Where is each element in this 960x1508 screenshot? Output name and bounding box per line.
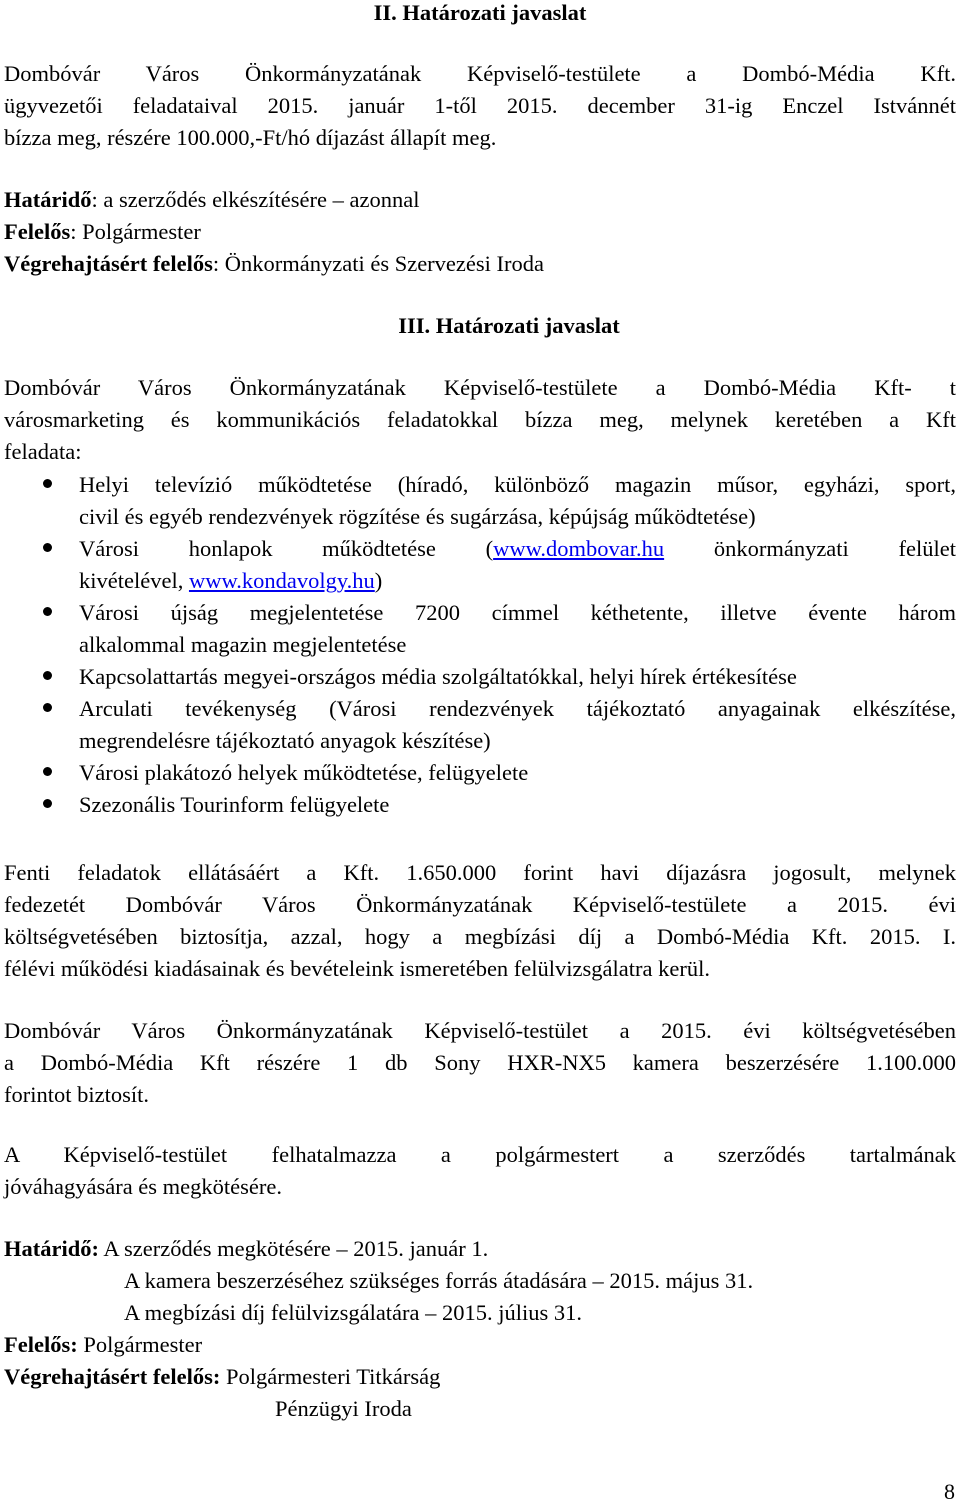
- deadline-line: A megbízási díj felülvizsgálatára – 2015. július 31.: [124, 1300, 583, 1325]
- section3-responsibilities: [4, 1233, 956, 1425]
- task-list: [4, 469, 956, 821]
- list-item: [4, 757, 956, 789]
- executor-text: Polgármesteri Titkárság: [220, 1364, 441, 1389]
- text-line: fedezetét Dombóvár Város Önkormányzatának Képviselő-testülete a 2015. évi: [4, 892, 956, 917]
- bullet-icon: [43, 661, 55, 693]
- executor-line: [4, 248, 956, 280]
- text-line: alkalommal magazin megjelentetése: [79, 632, 407, 657]
- text-line: Városi plakátozó helyek működtetése, felügyelete: [79, 760, 529, 785]
- bullet-icon: [43, 789, 55, 821]
- list-item: [4, 533, 956, 597]
- deadline-line: [4, 1233, 956, 1265]
- text-span: ): [374, 568, 383, 593]
- text-line: feladata:: [4, 439, 82, 464]
- executor-text: : Önkormányzati és Szervezési Iroda: [212, 251, 544, 276]
- text-line: Fenti feladatok ellátásáért a Kft. 1.650.000 forint havi díjazásra jogosult, melynek: [4, 860, 956, 885]
- bullet-icon: [43, 469, 55, 501]
- responsible-label: Felelős: [4, 219, 71, 244]
- text-line: Dombóvár Város Önkormányzatának Képviselő-testület a 2015. évi költségvetésében: [4, 1018, 956, 1043]
- text-line: ügyvezetői feladataival 2015. január 1-től 2015. december 31-ig Enczel Istvánnét: [4, 93, 956, 118]
- deadline-label: Határidő: [4, 187, 92, 212]
- executor-label: Végrehajtásért felelős: [4, 251, 213, 276]
- section-title-3: III. Határozati javaslat: [398, 313, 620, 338]
- text-span: Városi honlapok működtetése (: [79, 536, 494, 561]
- text-line: [79, 565, 956, 597]
- deadline-text: A szerződés megkötésére – 2015. január 1.: [99, 1236, 489, 1261]
- text-line: bízza meg, részére 100.000,-Ft/hó díjazást állapít meg.: [4, 125, 497, 150]
- authorization-paragraph: [4, 1139, 956, 1203]
- list-item: [4, 693, 956, 757]
- text-line: [79, 533, 956, 565]
- bullet-icon: [43, 757, 55, 789]
- text-line: Dombóvár Város Önkormányzatának Képviselő-testülete a Dombó-Média Kft- t: [4, 375, 956, 400]
- responsible-text: Polgármester: [77, 1332, 203, 1357]
- page-number: 8: [944, 1479, 955, 1504]
- text-span: kivételével,: [79, 568, 189, 593]
- executor-label: Végrehajtásért felelős:: [4, 1364, 221, 1389]
- link-dombovar[interactable]: www.dombovar.hu: [493, 536, 665, 561]
- text-line: Arculati tevékenység (Városi rendezvények tájékoztató anyagainak elkészítése,: [79, 696, 956, 721]
- text-line: jóváhagyására és megkötésére.: [4, 1174, 282, 1199]
- bullet-icon: [43, 533, 55, 565]
- text-line: költségvetésében biztosítja, azzal, hogy a megbízási díj a Dombó-Média Kft. 2015. I.: [4, 924, 956, 949]
- text-line: megrendelésre tájékoztató anyagok készítése): [79, 728, 491, 753]
- list-item: [4, 789, 956, 821]
- text-line: Városi újság megjelentetése 7200 címmel kéthetente, illetve évente három: [79, 600, 956, 625]
- deadline-line: A kamera beszerzéséhez szükséges forrás átadására – 2015. május 31.: [124, 1268, 754, 1293]
- deadline-line: [4, 184, 956, 216]
- text-line: civil és egyéb rendezvények rögzítése és sugárzása, képújság működtetése): [79, 504, 756, 529]
- bullet-icon: [43, 693, 55, 725]
- list-item: [4, 469, 956, 533]
- responsible-text: : Polgármester: [70, 219, 201, 244]
- list-item: [4, 597, 956, 661]
- text-line: városmarketing és kommunikációs feladatokkal bízza meg, melynek keretében a Kft: [4, 407, 956, 432]
- deadline-label: Határidő:: [4, 1236, 99, 1261]
- section2-paragraph: [4, 58, 956, 154]
- text-line: Kapcsolattartás megyei-országos média szolgáltatókkal, helyi hírek értékesítése: [79, 664, 797, 689]
- camera-paragraph: [4, 1015, 956, 1111]
- section3-intro: [4, 372, 956, 468]
- text-line: Helyi televízió működtetése (híradó, különböző magazin műsor, egyházi, sport,: [79, 472, 956, 497]
- text-line: a Dombó-Média Kft részére 1 db Sony HXR-NX5 kamera beszerzésére 1.100.000: [4, 1050, 956, 1075]
- responsible-line: [4, 216, 956, 248]
- responsible-line: [4, 1329, 956, 1361]
- executor-line: [4, 1361, 956, 1393]
- section2-responsibilities: [4, 184, 956, 280]
- executor-line: Pénzügyi Iroda: [275, 1396, 412, 1421]
- deadline-text: : a szerződés elkészítésére – azonnal: [91, 187, 420, 212]
- text-span: önkormányzati felület: [664, 536, 956, 561]
- responsible-label: Felelős:: [4, 1332, 78, 1357]
- text-line: A Képviselő-testület felhatalmazza a polgármestert a szerződés tartalmának: [4, 1142, 956, 1167]
- text-line: Dombóvár Város Önkormányzatának Képviselő-testülete a Dombó-Média Kft.: [4, 61, 956, 86]
- bullet-icon: [43, 597, 55, 629]
- text-line: félévi működési kiadásainak és bevételeink ismeretében felülvizsgálatra kerül.: [4, 956, 710, 981]
- link-kondavolgy[interactable]: www.kondavolgy.hu: [188, 568, 375, 593]
- fee-paragraph: [4, 857, 956, 985]
- list-item: [4, 661, 956, 693]
- text-line: forintot biztosít.: [4, 1082, 149, 1107]
- text-line: Szezonális Tourinform felügyelete: [79, 792, 390, 817]
- section-title-2: II. Határozati javaslat: [373, 0, 587, 25]
